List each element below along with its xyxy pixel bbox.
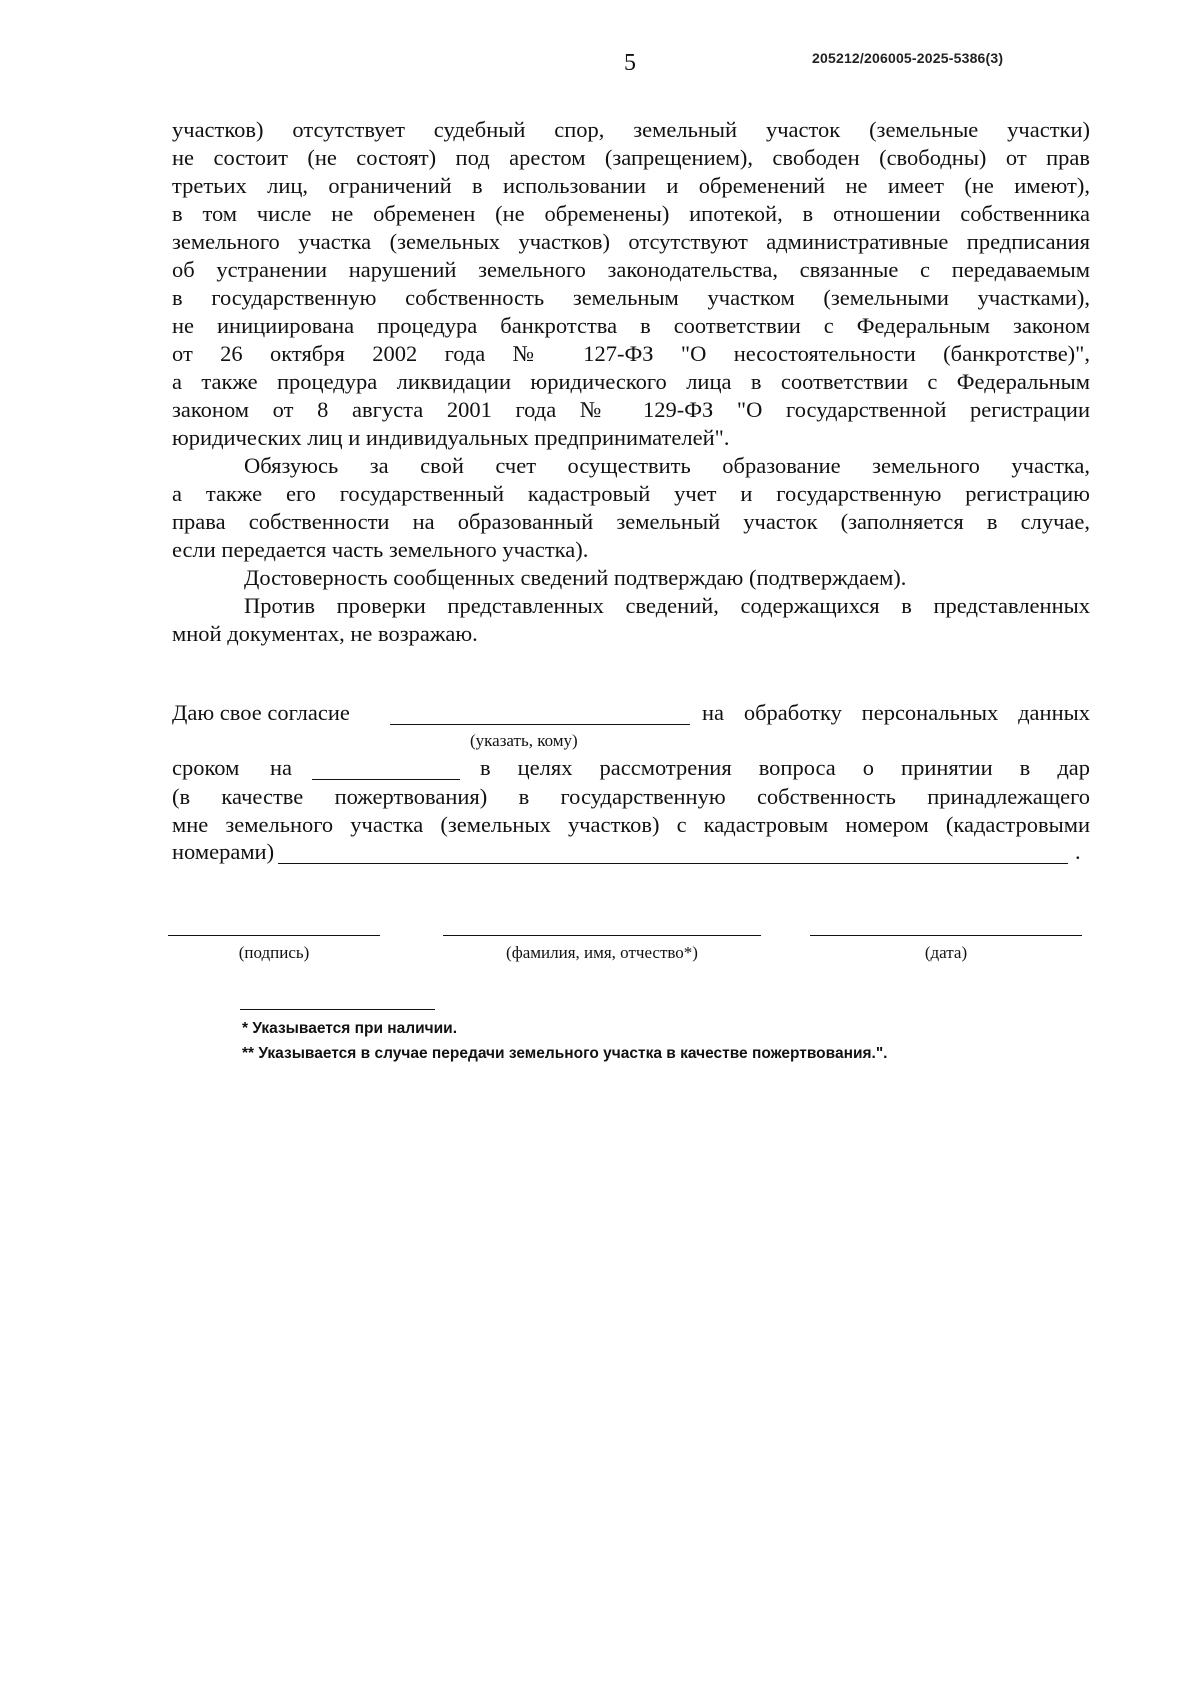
text-line: об устранении нарушений земельного законодательства, связанные с передаваемым xyxy=(172,257,1090,282)
text-line: не инициирована процедура банкротства в соответствии с Федеральным законом xyxy=(172,313,1090,338)
text-line: если передается часть земельного участка). xyxy=(172,537,589,562)
text-line: законом от 8 августа 2001 года № 129-ФЗ "О государственной регистрации xyxy=(172,397,1090,422)
consent-prefix: Даю свое согласие xyxy=(172,700,350,725)
text-line: Обязуюсь за свой счет осуществить образование земельного участка, xyxy=(244,453,1090,478)
term-suffix: в целях рассмотрения вопроса о принятии в дар xyxy=(480,755,1090,780)
text-line: третьих лиц, ограничений в использовании и обременений не имеет (не имеют), xyxy=(172,173,1090,198)
text-line: в том числе не обременен (не обременены) ипотекой, в отношении собственника xyxy=(172,201,1090,226)
document-id: 205212/206005-2025-5386(3) xyxy=(812,50,1004,66)
date-caption: (дата) xyxy=(924,943,968,962)
text-line: (в качестве пожертвования) в государственную собственность принадлежащего xyxy=(172,784,1090,809)
paragraph-obligation xyxy=(172,452,1090,564)
text-line: мне земельного участка (земельных участков) с кадастровым номером (кадастровыми xyxy=(172,812,1090,837)
page-number: 5 xyxy=(624,50,636,76)
footnote-2: ** Указывается в случае передачи земельного участка в качестве пожертвования.". xyxy=(242,1045,888,1062)
text-line: Достоверность сообщенных сведений подтверждаю (подтверждаем). xyxy=(244,565,907,590)
signature-line[interactable] xyxy=(168,935,380,936)
cadastral-number-blank[interactable] xyxy=(278,863,1068,864)
text-line: мной документах, не возражаю. xyxy=(172,621,478,646)
paragraph-verification xyxy=(172,592,1090,648)
recipient-blank[interactable] xyxy=(390,724,690,725)
cadastral-prefix: номерами) xyxy=(172,839,275,864)
text-line: права собственности на образованный земельный участок (заполняется в случае, xyxy=(172,509,1090,534)
text-line: земельного участка (земельных участков) отсутствуют административные предписания xyxy=(172,229,1090,254)
text-line: не состоит (не состоят) под арестом (запрещением), свободен (свободны) от прав xyxy=(172,145,1090,170)
text-line: от 26 октября 2002 года № 127-ФЗ "О несостоятельности (банкротстве)", xyxy=(172,341,1090,366)
recipient-caption: (указать, кому) xyxy=(470,731,578,750)
text-line: в государственную собственность земельным участком (земельными участками), xyxy=(172,285,1090,310)
footnote-1: * Указывается при наличии. xyxy=(242,1020,458,1037)
text-line: участков) отсутствует судебный спор, земельный участок (земельные участки) xyxy=(172,117,1090,142)
text-line: Против проверки представленных сведений, содержащихся в представленных xyxy=(244,593,1090,618)
cadastral-end: . xyxy=(1075,839,1081,864)
consent-suffix: на обработку персональных данных xyxy=(702,700,1090,725)
text-line: а также его государственный кадастровый учет и государственную регистрацию xyxy=(172,481,1090,506)
consent-row xyxy=(172,700,1090,730)
full-name-line[interactable] xyxy=(443,935,761,936)
date-line[interactable] xyxy=(810,935,1082,936)
paragraph-accuracy xyxy=(172,564,1090,592)
full-name-caption: (фамилия, имя, отчество*) xyxy=(506,943,698,962)
signature-caption: (подпись) xyxy=(238,943,310,962)
paragraph-legal-status xyxy=(172,116,1090,452)
term-blank[interactable] xyxy=(312,779,460,780)
cadastral-row xyxy=(172,839,1090,869)
text-line: а также процедура ликвидации юридического лица в соответствии с Федеральным xyxy=(172,369,1090,394)
footnote-divider xyxy=(240,1009,435,1010)
consent-continuation xyxy=(172,783,1090,839)
text-line: юридических лиц и индивидуальных предпринимателей". xyxy=(172,425,730,450)
term-row xyxy=(172,755,1090,785)
term-prefix: сроком на xyxy=(172,755,292,780)
